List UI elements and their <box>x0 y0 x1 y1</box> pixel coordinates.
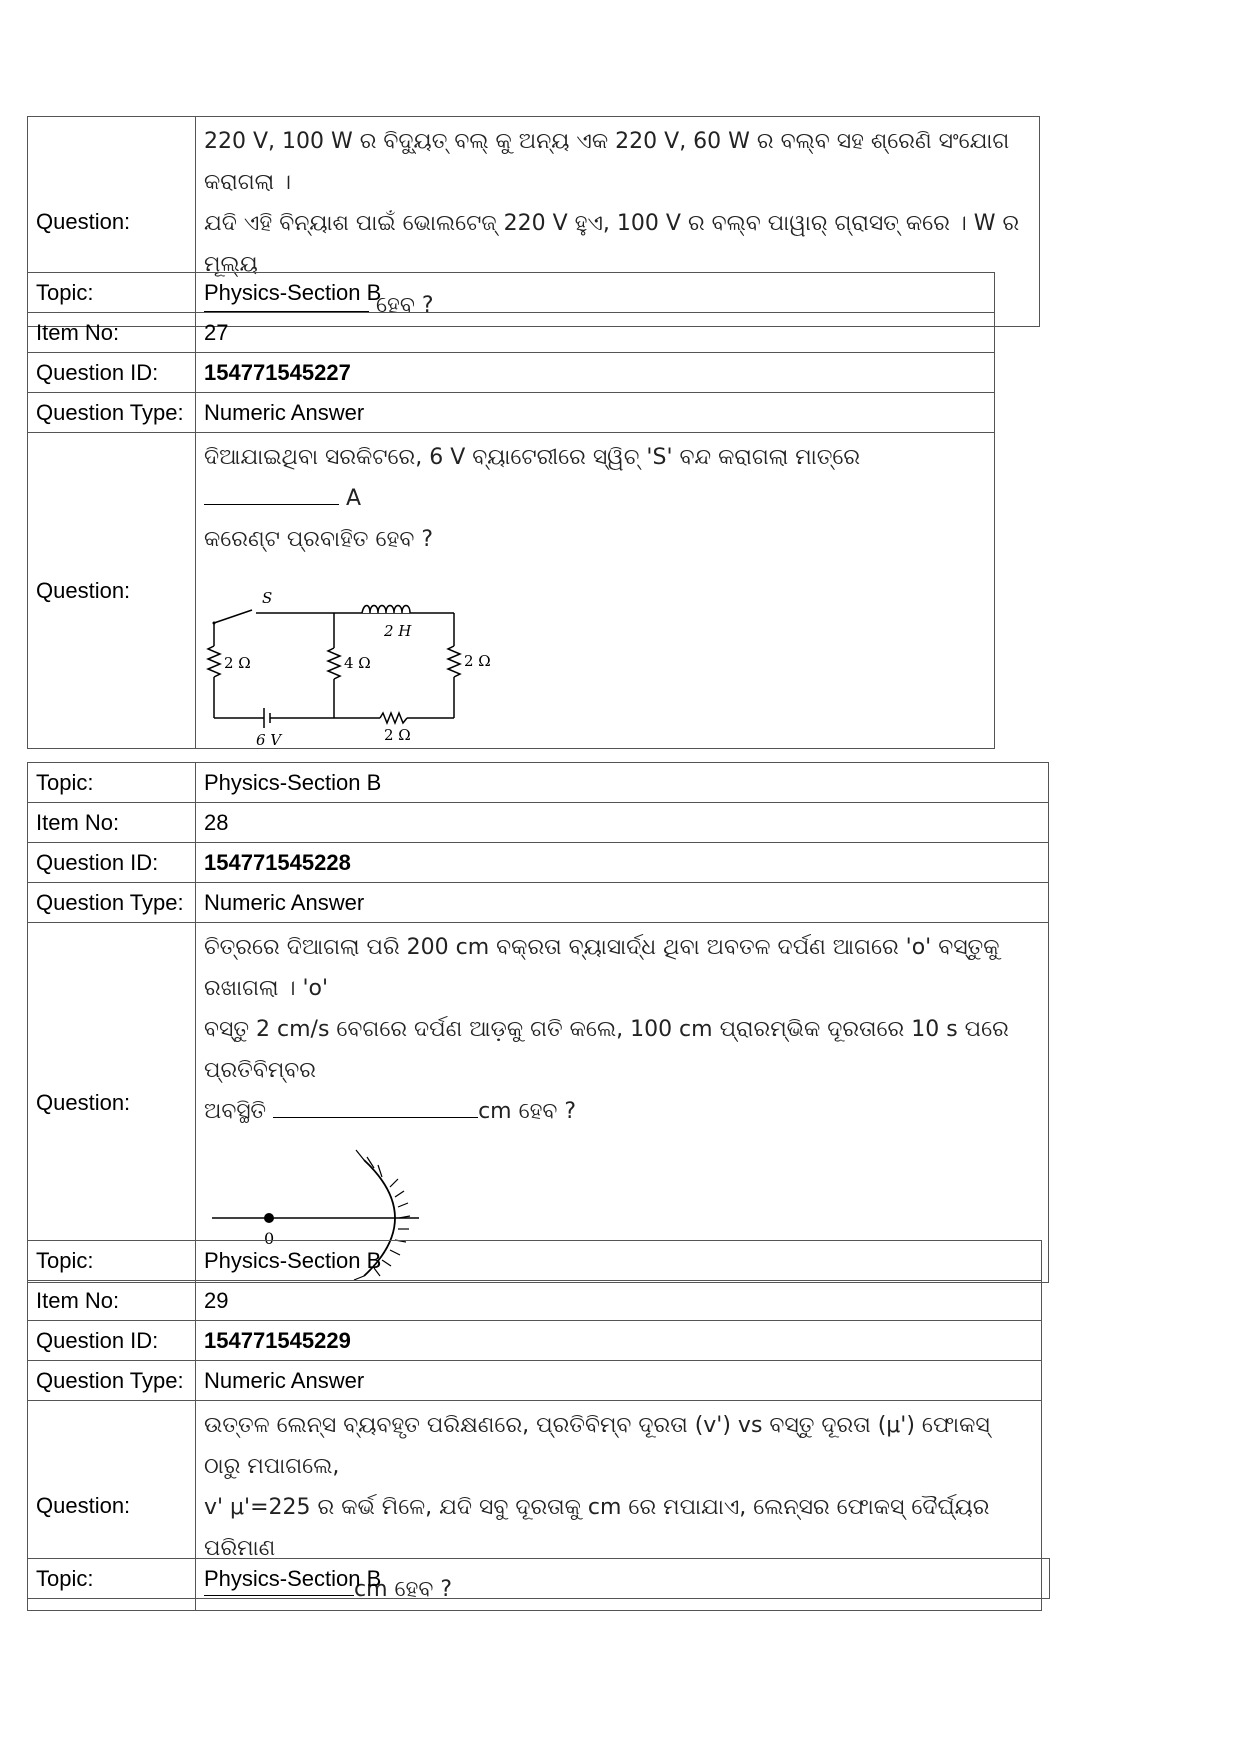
question-id-value: 154771545227 <box>196 353 995 393</box>
circuit-diagram <box>204 568 491 749</box>
battery-label: 6 V <box>256 731 282 749</box>
answer-blank <box>273 1093 478 1118</box>
question-id-value: 154771545228 <box>196 843 1049 883</box>
question-line-3-end: cm ହେବ ? <box>354 1577 453 1602</box>
resistor-mid-icon <box>328 648 340 679</box>
question-line-3-start: ଅବସ୍ଥିତି <box>204 1099 267 1124</box>
question-line-3-end: cm ହେବ ? <box>478 1099 577 1124</box>
topic-value: Physics-Section B <box>196 1241 1042 1281</box>
question-label: Question: <box>28 433 196 749</box>
question-line-1 <box>204 437 986 519</box>
object-point-icon <box>264 1213 274 1223</box>
question-text <box>196 433 995 749</box>
topic-label: Topic: <box>28 1241 196 1281</box>
question-line-1: ଉତ୍ତଳ ଲେନ୍ସ ବ୍ୟବହୃତ ପରିକ୍ଷଣରେ, ପ୍ରତିବିମ୍ବ ଦୂରତା (v') vs ବସ୍ତୁ ଦୂରତା (μ') ଫୋକସ୍ ଠାରୁ ମପାଗଲେ, <box>204 1413 990 1479</box>
question-text <box>196 923 1049 1283</box>
topic-value: Physics-Section B <box>196 273 995 313</box>
question-id-label: Question ID: <box>28 843 196 883</box>
item-no-label: Item No: <box>28 313 196 353</box>
resistor-left-label: 2 Ω <box>224 654 251 672</box>
question-type-value: Numeric Answer <box>196 1361 1042 1401</box>
question-type-value: Numeric Answer <box>196 393 995 433</box>
resistor-bottom-label: 2 Ω <box>384 726 411 744</box>
question-type-label: Question Type: <box>28 393 196 433</box>
question-id-value: 154771545229 <box>196 1321 1042 1361</box>
question-line-2: କରେଣ୍ଟ ପ୍ରବାହିତ ହେବ ? <box>204 527 434 552</box>
answer-unit: A <box>346 486 362 511</box>
question-line-3 <box>204 1091 1040 1132</box>
item-no-label: Item No: <box>28 803 196 843</box>
topic-label: Topic: <box>28 1559 196 1599</box>
question-type-label: Question Type: <box>28 1361 196 1401</box>
question-label: Question: <box>28 1401 196 1611</box>
topic-label: Topic: <box>28 273 196 313</box>
inductor-icon <box>362 606 410 614</box>
topic-label: Topic: <box>28 763 196 803</box>
question-label: Question: <box>28 923 196 1283</box>
question-type-value: Numeric Answer <box>196 883 1049 923</box>
resistor-mid-label: 4 Ω <box>344 654 371 672</box>
resistor-right-icon <box>448 646 460 677</box>
question-block-next <box>27 1558 1050 1599</box>
question-line-2: ବସ୍ତୁ 2 cm/s ବେଗରେ ଦର୍ପଣ ଆଡ଼କୁ ଗତି କଲେ, 100 cm ପ୍ରାରମ୍ଭିକ ଦୂରତାରେ 10 s ପରେ ପ୍ରତିବିମ୍ବର <box>204 1017 1009 1083</box>
answer-blank <box>204 480 339 505</box>
question-block-27 <box>27 272 995 749</box>
item-no-value: 28 <box>196 803 1049 843</box>
question-id-label: Question ID: <box>28 1321 196 1361</box>
resistor-left-icon <box>208 646 220 677</box>
switch-icon <box>214 610 252 623</box>
question-line-1-text: ଦିଆଯାଇଥିବା ସରକିଟରେ, 6 V ବ୍ୟାଟେରୀରେ ସ୍ୱିଚ୍ 'S' ବନ୍ଦ କରାଗଲା ମାତ୍ରେ <box>204 445 861 470</box>
question-line-1: ଚିତ୍ରରେ ଦିଆଗଲା ପରି 200 cm ବକ୍ରତା ବ୍ୟାସାର୍ଦ୍ଧ ଥିବା ଅବତଳ ଦର୍ପଣ ଆଗରେ 'o' ବସ୍ତୁକୁ ରଖାଗଲା । 'o' <box>204 935 1000 1001</box>
question-line-3-end: ହେବ ? <box>376 293 434 318</box>
topic-value: Physics-Section B <box>196 1559 1050 1599</box>
inductor-label: 2 H <box>384 622 412 640</box>
item-no-value: 29 <box>196 1281 1042 1321</box>
item-no-value: 27 <box>196 313 995 353</box>
question-line-2: ଯଦି ଏହି ବିନ୍ୟାଶ ପାଇଁ ଭୋଲଟେଜ୍ 220 V ହୁଏ, 100 V ର ବଲ୍ବ ପାୱାର୍ ଗ୍ରାସତ୍ କରେ । W ର ମୂଲ୍ୟ <box>204 211 1020 277</box>
question-label: Question: <box>28 117 196 327</box>
question-type-label: Question Type: <box>28 883 196 923</box>
topic-value: Physics-Section B <box>196 763 1049 803</box>
resistor-bottom-icon <box>380 713 407 723</box>
question-line-2: v' μ'=225 ର କର୍ଭ ମିଳେ, ଯଦି ସବୁ ଦୂରତାକୁ cm ରେ ମପାଯାଏ, ଲେନ୍ସର ଫୋକସ୍ ଦୈର୍ଘ୍ୟର ପରିମାଣ <box>204 1495 990 1561</box>
object-label: 0 <box>264 1229 275 1248</box>
switch-label: S <box>262 589 273 607</box>
resistor-right-label: 2 Ω <box>464 652 491 670</box>
question-line-1: 220 V, 100 W ର ବିଦ୍ୟୁତ୍ ବଲ୍ କୁ ଅନ୍ୟ ଏକ 220 V, 60 W ର ବଲ୍ବ ସହ ଶ୍ରେଣି ସଂଯୋଗ କରାଗଲା । <box>204 129 1010 195</box>
item-no-label: Item No: <box>28 1281 196 1321</box>
question-id-label: Question ID: <box>28 353 196 393</box>
question-block-29 <box>27 1240 1042 1611</box>
question-block-28 <box>27 762 1049 1283</box>
